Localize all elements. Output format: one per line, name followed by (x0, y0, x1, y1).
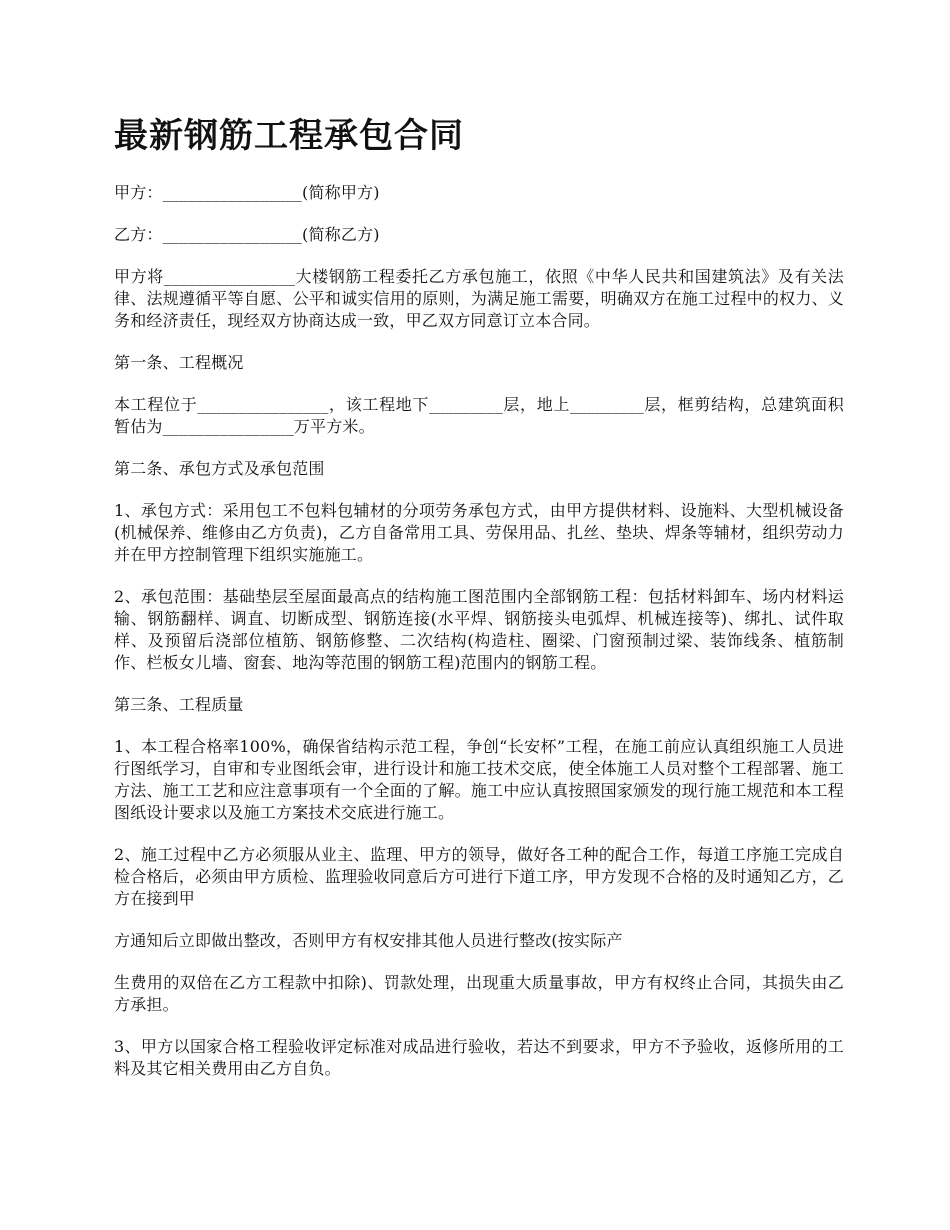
document-page (114, 0, 844, 1080)
spacer (114, 160, 844, 182)
quality-clause-2-end: 生费用的双倍在乙方工程款中扣除)、罚款处理，出现重大质量事故，甲方有权终止合同，其损失由乙方承担。 (114, 973, 844, 1014)
contract-method-paragraph: 1、承包方式：采用包工不包料包辅材的分项劳务承包方式，由甲方提供材料、设施料、大型机械设备(机械保养、维修由乙方负责)，乙方自备常用工具、劳保用品、扎丝、垫块、焊条等辅材，组织劳动力并在甲方控制管理下组织实施施工。 (114, 501, 844, 564)
article-3-heading: 第三条、工程质量 (114, 695, 244, 714)
article-2-heading: 第二条、承包方式及承包范围 (114, 459, 325, 478)
preamble-paragraph: 甲方将________________大楼钢筋工程委托乙方承包施工，依照《中华人民共和国建筑法》及有关法律、法规遵循平等自愿、公平和诚实信用的原则，为满足施工需要，明确双方在施工过程中的权力、义务和经济责任，现经双方协商达成一致，甲乙双方同意订立本合同。 (114, 267, 844, 330)
party-a-line: 甲方：_________________(简称甲方) (114, 183, 380, 202)
quality-clause-3: 3、甲方以国家合格工程验收评定标准对成品进行验收，若达不到要求，甲方不予验收，返修所用的工料及其它相关费用由乙方自负。 (114, 1037, 844, 1078)
contract-scope-paragraph: 2、承包范围：基础垫层至屋面最高点的结构施工图范围内全部钢筋工程：包括材料卸车、场内材料运输、钢筋翻样、调直、切断成型、钢筋连接(水平焊、钢筋接头电弧焊、机械连接等)、绑扎、试件取样、及预留后浇部位植筋、钢筋修整、二次结构(构造柱、圈梁、门窗预制过梁、装饰线条、植筋制作、栏板女儿墙、窗套、地沟等范围的钢筋工程)范围内的钢筋工程。 (114, 587, 844, 672)
quality-clause-2: 2、施工过程中乙方必须服从业主、监理、甲方的领导，做好各工种的配合工作，每道工序施工完成自检合格后，必须由甲方质检、监理验收同意后方可进行下道工序，甲方发现不合格的及时通知乙方，乙方在接到甲 (114, 845, 844, 908)
article-1-heading: 第一条、工程概况 (114, 353, 244, 372)
document-title: 最新钢筋工程承包合同 (114, 116, 464, 156)
quality-clause-2-continued: 方通知后立即做出整改，否则甲方有权安排其他人员进行整改(按实际产 (114, 931, 623, 950)
party-b-line: 乙方：_________________(简称乙方) (114, 225, 380, 244)
project-overview-paragraph: 本工程位于________________，该工程地下_________层，地上_________层，框剪结构，总建筑面积暂估为________________万平方米。 (114, 395, 844, 436)
quality-clause-1: 1、本工程合格率100%，确保省结构示范工程，争创“长安杯”工程，在施工前应认真组织施工人员进行图纸学习，自审和专业图纸会审，进行设计和施工技术交底，使全体施工人员对整个工程部署、施工方法、施工工艺和应注意事项有一个全面的了解。施工中应认真按照国家颁发的现行施工规范和本工程图纸设计要求以及施工方案技术交底进行施工。 (114, 737, 844, 822)
